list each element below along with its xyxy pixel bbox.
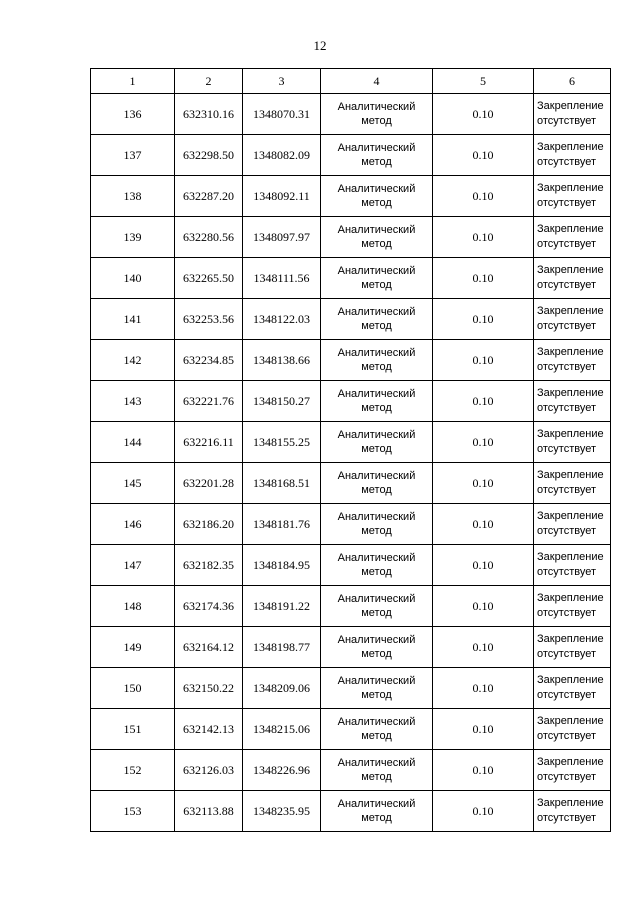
fixation-line-2: отсутствует [537,607,597,619]
y-coordinate-cell: 1348092.11 [243,176,321,217]
accuracy-cell: 0.10 [433,545,534,586]
y-coordinate-cell: 1348155.25 [243,422,321,463]
table-row [91,504,611,545]
y-coordinate-cell: 1348097.97 [243,217,321,258]
method-cell [321,504,433,545]
fixation-line-2: отсутствует [537,238,597,250]
method-cell [321,340,433,381]
method-cell [321,709,433,750]
header-col-3: 3 [243,69,321,94]
table-row [91,258,611,299]
fixation-cell [534,750,611,791]
y-coordinate-cell: 1348181.76 [243,504,321,545]
fixation-cell [534,258,611,299]
fixation-line-1: Закрепление [537,264,604,276]
fixation-line-2: отсутствует [537,320,597,332]
fixation-line-1: Закрепление [537,141,604,153]
method-line-2: метод [361,648,392,660]
accuracy-cell: 0.10 [433,463,534,504]
table-row [91,176,611,217]
point-number-cell: 149 [91,627,175,668]
method-line-1: Аналитический [337,675,416,687]
table-row [91,340,611,381]
method-cell [321,94,433,135]
table-row [91,545,611,586]
page-number: 12 [313,38,327,53]
fixation-line-1: Закрепление [537,223,604,235]
coordinates-table [90,68,611,832]
fixation-line-2: отсутствует [537,566,597,578]
fixation-line-2: отсутствует [537,443,597,455]
fixation-cell [534,135,611,176]
method-line-2: метод [361,320,392,332]
y-coordinate-cell: 1348082.09 [243,135,321,176]
method-cell [321,750,433,791]
fixation-cell [534,463,611,504]
fixation-line-1: Закрепление [537,633,604,645]
point-number-cell: 138 [91,176,175,217]
y-coordinate-cell: 1348235.95 [243,791,321,832]
table-row [91,750,611,791]
fixation-line-1: Закрепление [537,346,604,358]
table-row [91,135,611,176]
fixation-cell [534,299,611,340]
table-row [91,709,611,750]
table-body [91,94,611,832]
fixation-cell [534,94,611,135]
point-number-cell: 142 [91,340,175,381]
method-line-2: метод [361,197,392,209]
y-coordinate-cell: 1348226.96 [243,750,321,791]
method-line-2: метод [361,402,392,414]
table-row [91,299,611,340]
method-line-2: метод [361,443,392,455]
x-coordinate-cell: 632164.12 [175,627,243,668]
point-number-cell: 153 [91,791,175,832]
x-coordinate-cell: 632150.22 [175,668,243,709]
fixation-line-1: Закрепление [537,100,604,112]
y-coordinate-cell: 1348184.95 [243,545,321,586]
accuracy-cell: 0.10 [433,668,534,709]
y-coordinate-cell: 1348111.56 [243,258,321,299]
header-col-2: 2 [175,69,243,94]
point-number-cell: 141 [91,299,175,340]
x-coordinate-cell: 632234.85 [175,340,243,381]
point-number-cell: 136 [91,94,175,135]
method-cell [321,258,433,299]
accuracy-cell: 0.10 [433,586,534,627]
fixation-cell [534,176,611,217]
method-line-1: Аналитический [337,101,416,113]
fixation-line-1: Закрепление [537,387,604,399]
fixation-line-1: Закрепление [537,510,604,522]
x-coordinate-cell: 632221.76 [175,381,243,422]
fixation-cell [534,381,611,422]
accuracy-cell: 0.10 [433,176,534,217]
fixation-line-2: отсутствует [537,812,597,824]
method-line-1: Аналитический [337,511,416,523]
method-line-2: метод [361,525,392,537]
method-line-1: Аналитический [337,798,416,810]
method-cell [321,668,433,709]
method-line-2: метод [361,689,392,701]
table-row [91,381,611,422]
method-line-1: Аналитический [337,388,416,400]
fixation-line-1: Закрепление [537,797,604,809]
fixation-line-2: отсутствует [537,525,597,537]
fixation-line-1: Закрепление [537,756,604,768]
x-coordinate-cell: 632298.50 [175,135,243,176]
method-line-2: метод [361,279,392,291]
fixation-cell [534,217,611,258]
point-number-cell: 148 [91,586,175,627]
x-coordinate-cell: 632216.11 [175,422,243,463]
table-row [91,791,611,832]
accuracy-cell: 0.10 [433,299,534,340]
accuracy-cell: 0.10 [433,750,534,791]
method-line-1: Аналитический [337,593,416,605]
accuracy-cell: 0.10 [433,340,534,381]
method-line-2: метод [361,812,392,824]
fixation-line-1: Закрепление [537,182,604,194]
y-coordinate-cell: 1348198.77 [243,627,321,668]
point-number-cell: 143 [91,381,175,422]
fixation-line-2: отсутствует [537,771,597,783]
x-coordinate-cell: 632126.03 [175,750,243,791]
fixation-line-1: Закрепление [537,551,604,563]
point-number-cell: 150 [91,668,175,709]
table-row [91,422,611,463]
y-coordinate-cell: 1348138.66 [243,340,321,381]
fixation-line-2: отсутствует [537,115,597,127]
fixation-line-2: отсутствует [537,279,597,291]
accuracy-cell: 0.10 [433,258,534,299]
point-number-cell: 139 [91,217,175,258]
fixation-line-2: отсутствует [537,402,597,414]
fixation-cell [534,422,611,463]
x-coordinate-cell: 632182.35 [175,545,243,586]
fixation-line-2: отсутствует [537,156,597,168]
method-line-1: Аналитический [337,552,416,564]
x-coordinate-cell: 632186.20 [175,504,243,545]
x-coordinate-cell: 632201.28 [175,463,243,504]
method-line-2: метод [361,115,392,127]
x-coordinate-cell: 632253.56 [175,299,243,340]
method-cell [321,381,433,422]
y-coordinate-cell: 1348150.27 [243,381,321,422]
method-cell [321,463,433,504]
method-cell [321,217,433,258]
table-header [91,69,611,94]
method-cell [321,586,433,627]
x-coordinate-cell: 632113.88 [175,791,243,832]
fixation-line-2: отсутствует [537,484,597,496]
method-line-1: Аналитический [337,634,416,646]
table-row [91,586,611,627]
table-row [91,627,611,668]
header-col-5: 5 [433,69,534,94]
table-row [91,94,611,135]
x-coordinate-cell: 632310.16 [175,94,243,135]
method-line-1: Аналитический [337,716,416,728]
table-row [91,668,611,709]
accuracy-cell: 0.10 [433,94,534,135]
point-number-cell: 151 [91,709,175,750]
fixation-cell [534,586,611,627]
fixation-cell [534,791,611,832]
method-line-2: метод [361,361,392,373]
method-cell [321,545,433,586]
y-coordinate-cell: 1348191.22 [243,586,321,627]
method-line-1: Аналитический [337,470,416,482]
point-number-cell: 146 [91,504,175,545]
method-line-2: метод [361,238,392,250]
fixation-cell [534,668,611,709]
method-line-2: метод [361,566,392,578]
method-line-2: метод [361,156,392,168]
fixation-cell [534,545,611,586]
x-coordinate-cell: 632142.13 [175,709,243,750]
table-row [91,217,611,258]
method-line-2: метод [361,730,392,742]
y-coordinate-cell: 1348070.31 [243,94,321,135]
method-line-1: Аналитический [337,142,416,154]
point-number-cell: 147 [91,545,175,586]
fixation-line-1: Закрепление [537,469,604,481]
x-coordinate-cell: 632265.50 [175,258,243,299]
fixation-cell [534,504,611,545]
method-line-2: метод [361,607,392,619]
point-number-cell: 140 [91,258,175,299]
x-coordinate-cell: 632174.36 [175,586,243,627]
accuracy-cell: 0.10 [433,381,534,422]
method-cell [321,422,433,463]
header-col-1: 1 [91,69,175,94]
method-line-2: метод [361,484,392,496]
method-line-1: Аналитический [337,306,416,318]
header-col-4: 4 [321,69,433,94]
method-cell [321,627,433,668]
method-line-1: Аналитический [337,265,416,277]
method-line-1: Аналитический [337,757,416,769]
point-number-cell: 152 [91,750,175,791]
accuracy-cell: 0.10 [433,422,534,463]
point-number-cell: 137 [91,135,175,176]
header-col-6: 6 [534,69,611,94]
accuracy-cell: 0.10 [433,791,534,832]
fixation-line-2: отсутствует [537,689,597,701]
fixation-line-2: отсутствует [537,648,597,660]
x-coordinate-cell: 632280.56 [175,217,243,258]
method-cell [321,299,433,340]
fixation-line-2: отсутствует [537,197,597,209]
accuracy-cell: 0.10 [433,135,534,176]
method-line-1: Аналитический [337,183,416,195]
accuracy-cell: 0.10 [433,627,534,668]
point-number-cell: 144 [91,422,175,463]
fixation-line-1: Закрепление [537,674,604,686]
fixation-cell [534,627,611,668]
y-coordinate-cell: 1348168.51 [243,463,321,504]
method-line-2: метод [361,771,392,783]
y-coordinate-cell: 1348209.06 [243,668,321,709]
header-row [91,69,611,94]
fixation-cell [534,340,611,381]
method-line-1: Аналитический [337,429,416,441]
method-line-1: Аналитический [337,224,416,236]
x-coordinate-cell: 632287.20 [175,176,243,217]
fixation-line-1: Закрепление [537,305,604,317]
method-line-1: Аналитический [337,347,416,359]
method-cell [321,791,433,832]
fixation-cell [534,709,611,750]
point-number-cell: 145 [91,463,175,504]
fixation-line-1: Закрепление [537,428,604,440]
method-cell [321,176,433,217]
accuracy-cell: 0.10 [433,217,534,258]
fixation-line-1: Закрепление [537,715,604,727]
accuracy-cell: 0.10 [433,709,534,750]
fixation-line-2: отсутствует [537,361,597,373]
accuracy-cell: 0.10 [433,504,534,545]
fixation-line-2: отсутствует [537,730,597,742]
table-row [91,463,611,504]
method-cell [321,135,433,176]
fixation-line-1: Закрепление [537,592,604,604]
y-coordinate-cell: 1348215.06 [243,709,321,750]
y-coordinate-cell: 1348122.03 [243,299,321,340]
